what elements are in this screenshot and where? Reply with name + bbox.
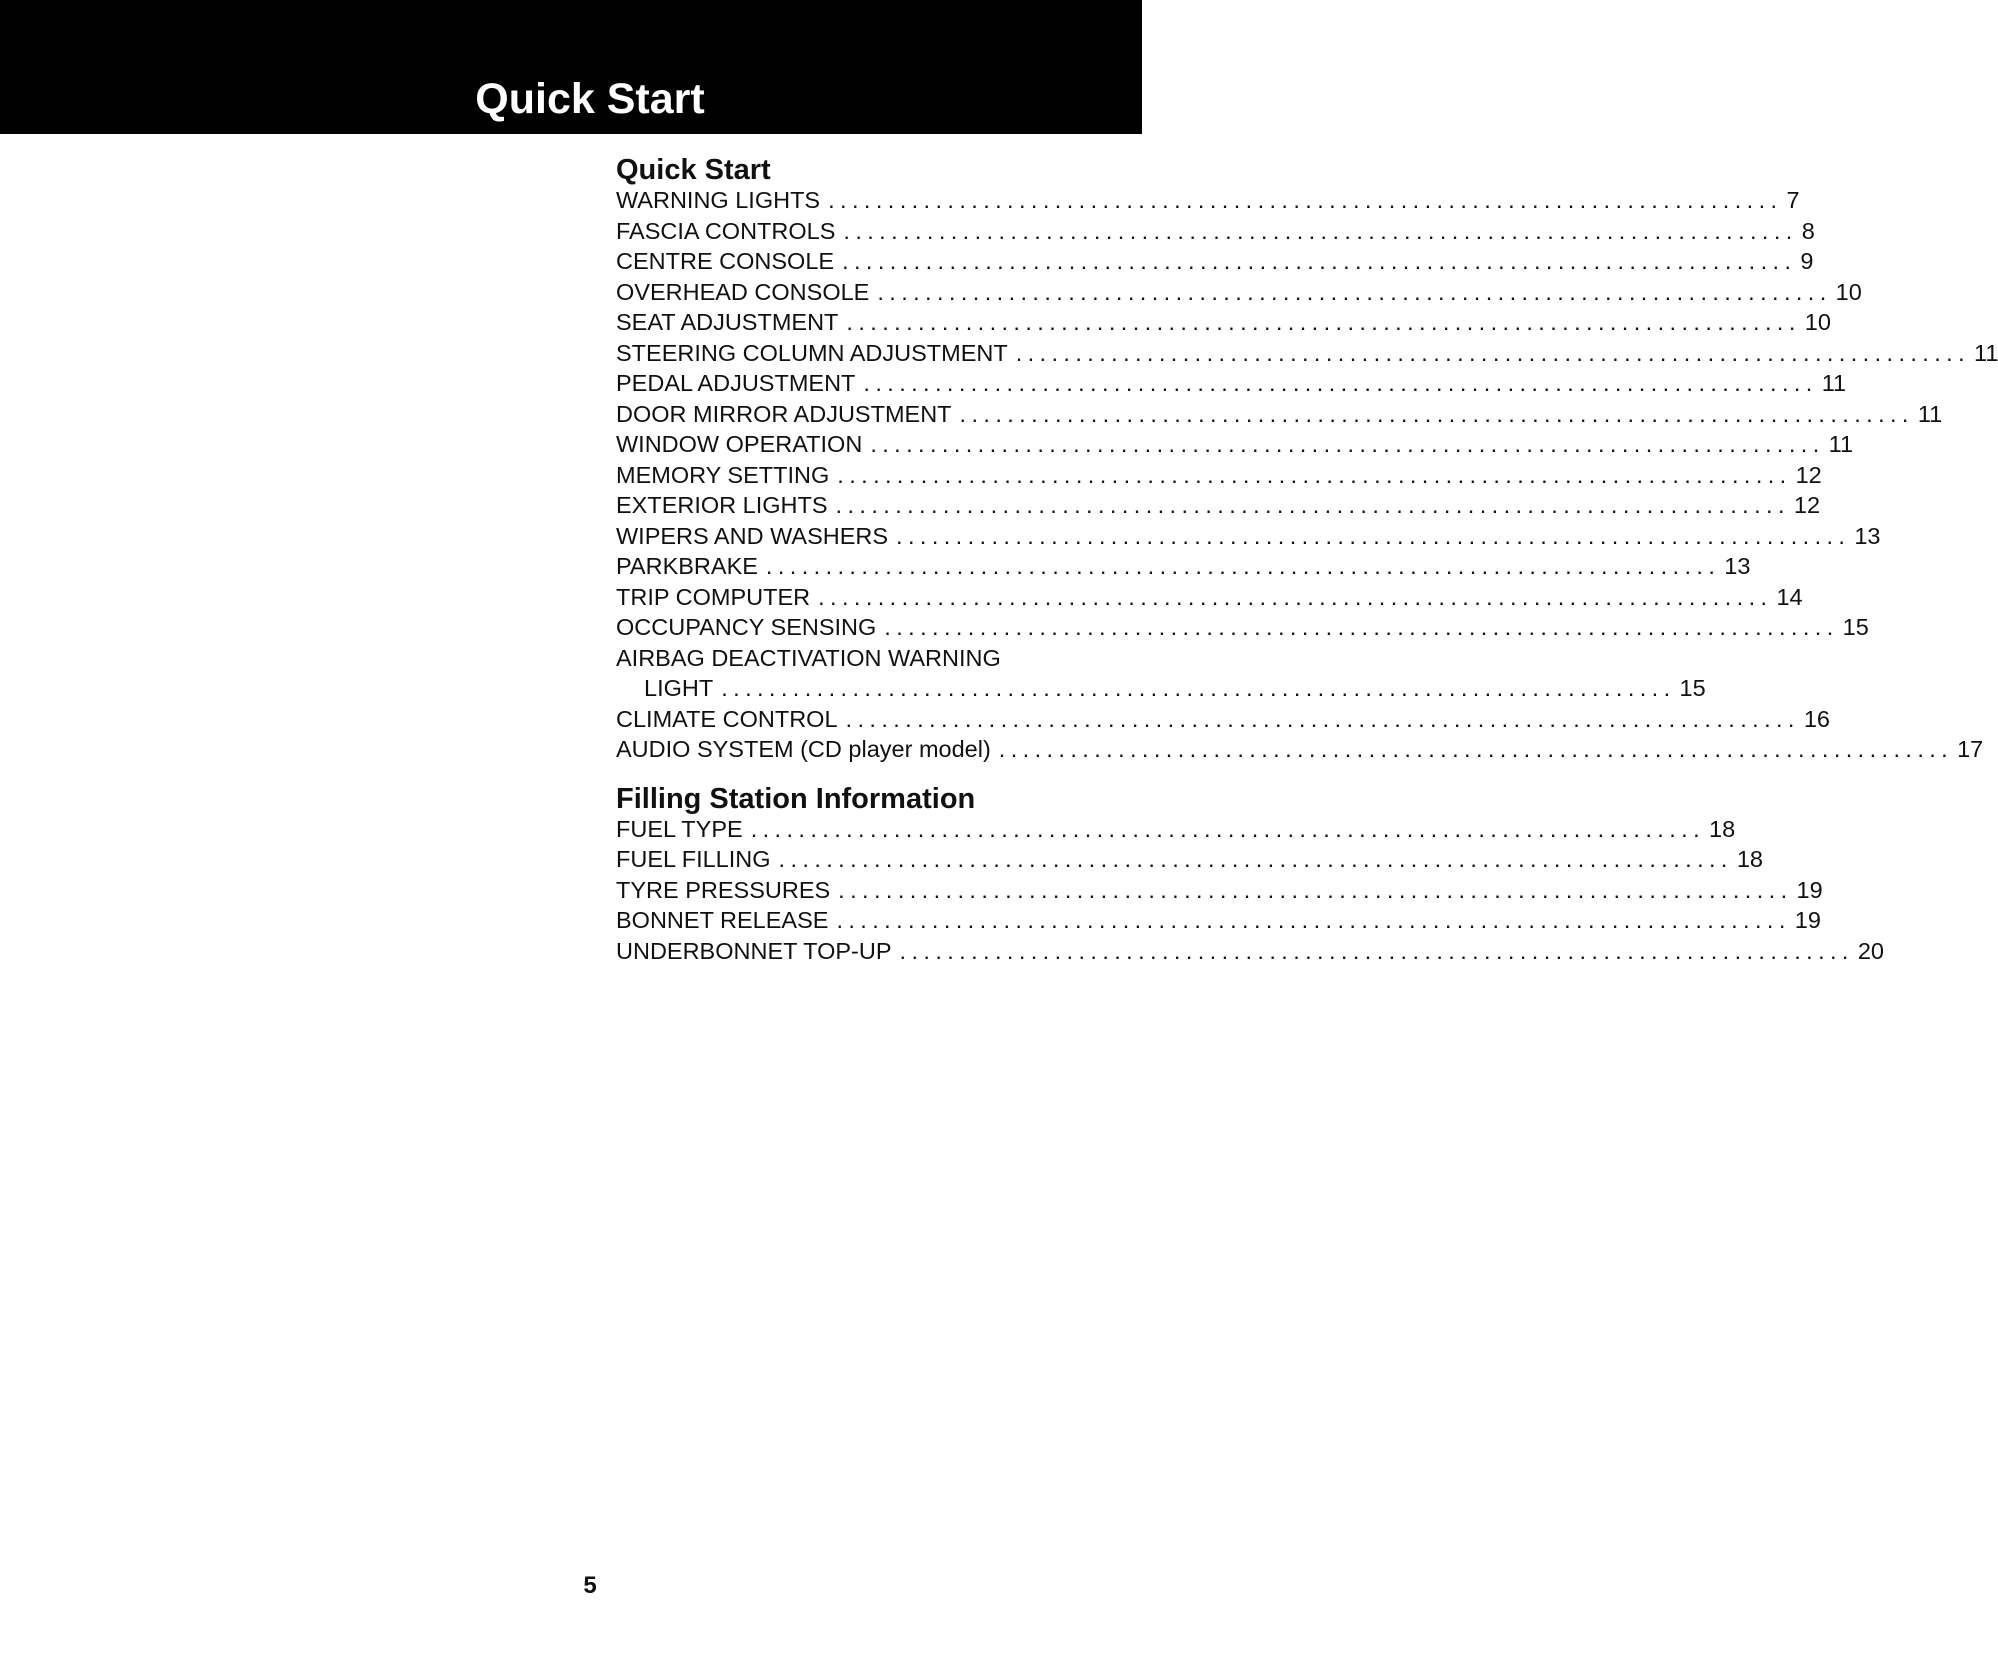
toc-entry[interactable]	[616, 875, 1823, 906]
toc-entry-dot-leader: ................................................................................	[896, 522, 1851, 549]
toc-entry[interactable]	[616, 490, 1821, 521]
toc-entry-page-number: 12	[1793, 492, 1821, 518]
toc-list-filling-station	[616, 814, 1884, 967]
toc-entry-page-number: 18	[1736, 846, 1763, 872]
toc-entry-dot-leader: ................................................................................	[818, 583, 1773, 610]
toc-entry[interactable]	[616, 460, 1822, 491]
toc-entry-page-number: 15	[1842, 614, 1869, 640]
toc-entry-dot-leader: ................................................................................	[863, 370, 1818, 396]
toc-entry[interactable]	[616, 277, 1862, 308]
toc-entry-label: TYRE PRESSURES	[616, 876, 831, 903]
toc-entry-page-number: 19	[1794, 907, 1821, 933]
toc-entry[interactable]	[616, 307, 1831, 338]
toc-entry-label: BONNET RELEASE	[616, 907, 829, 933]
toc-entry-label: STEERING COLUMN ADJUSTMENT	[616, 339, 1008, 366]
toc-entry[interactable]	[616, 429, 1854, 460]
toc-entry-dot-leader: ................................................................................	[843, 217, 1798, 244]
table-of-contents	[616, 152, 1998, 966]
toc-entry-page-number: 17	[1957, 736, 1984, 762]
toc-entry[interactable]	[616, 844, 1763, 875]
toc-entry[interactable]	[616, 905, 1821, 936]
toc-entry-label: TRIP COMPUTER	[616, 583, 811, 610]
toc-entry-dot-leader: ................................................................................	[750, 815, 1706, 842]
toc-entry-dot-leader: ................................................................................	[835, 492, 1790, 518]
toc-entry-label: EXTERIOR LIGHTS	[616, 492, 828, 518]
toc-entry-dot-leader: ................................................................................	[845, 705, 1800, 732]
toc-entry-page-number: 10	[1804, 309, 1831, 335]
toc-entry[interactable]	[616, 582, 1803, 613]
toc-entry-label: WINDOW OPERATION	[616, 431, 863, 457]
toc-list-quick-start	[616, 185, 1998, 765]
toc-entry-dot-leader: ................................................................................	[842, 248, 1797, 274]
toc-entry-label: CLIMATE CONTROL	[616, 705, 838, 732]
toc-entry-page-number: 11	[1828, 431, 1854, 457]
toc-entry-page-number: 20	[1857, 937, 1884, 964]
toc-entry-label: OVERHEAD CONSOLE	[616, 278, 870, 305]
toc-entry-dot-leader: ................................................................................	[877, 278, 1832, 305]
toc-entry-page-number: 15	[1679, 675, 1706, 701]
toc-entry[interactable]	[616, 246, 1814, 277]
toc-entry[interactable]	[616, 814, 1736, 845]
toc-entry-label: FUEL TYPE	[616, 815, 743, 842]
toc-entry-dot-leader: ................................................................................	[998, 736, 1954, 762]
toc-entry-dot-leader: ................................................................................	[959, 400, 1914, 427]
toc-entry-dot-leader: ................................................................................	[838, 876, 1793, 903]
toc-entry-dot-leader: ................................................................................	[836, 907, 1791, 933]
toc-entry-dot-leader: ................................................................................	[846, 309, 1801, 335]
toc-entry-label: FUEL FILLING	[616, 846, 771, 872]
toc-entry-dot-leader: ................................................................................	[837, 461, 1792, 488]
toc-entry-label: OCCUPANCY SENSING	[616, 614, 877, 640]
page-title: Quick Start	[475, 75, 705, 123]
toc-entry-page-number: 10	[1835, 278, 1862, 305]
toc-entry-page-number: 11	[1974, 339, 1998, 366]
toc-entry[interactable]	[616, 551, 1751, 582]
toc-entry-page-number: 12	[1795, 461, 1822, 488]
toc-entry-dot-leader: ................................................................................	[828, 187, 1783, 213]
toc-entry-dot-leader: ................................................................................	[765, 553, 1721, 579]
toc-entry-label: WARNING LIGHTS	[616, 187, 821, 213]
toc-entry[interactable]	[616, 368, 1847, 399]
toc-entry-label: AIRBAG DEACTIVATION WARNING	[616, 644, 1001, 671]
toc-entry[interactable]	[616, 673, 1706, 704]
toc-entry-label: WIPERS AND WASHERS	[616, 522, 889, 549]
toc-entry-label: LIGHT	[644, 675, 714, 701]
toc-entry-label: AUDIO SYSTEM (CD player model)	[616, 736, 991, 762]
toc-entry-label: PARKBRAKE	[616, 553, 758, 579]
page-number: 5	[583, 1572, 597, 1599]
toc-entry[interactable]	[616, 216, 1815, 247]
toc-entry-label: SEAT ADJUSTMENT	[616, 309, 839, 335]
toc-entry[interactable]	[616, 185, 1800, 216]
toc-entry[interactable]	[616, 612, 1869, 643]
toc-entry[interactable]	[616, 704, 1830, 735]
toc-entry[interactable]	[616, 338, 1998, 369]
toc-entry-label: DOOR MIRROR ADJUSTMENT	[616, 400, 952, 427]
toc-entry-page-number: 13	[1724, 553, 1751, 579]
toc-entry[interactable]	[616, 643, 1074, 674]
toc-entry[interactable]	[616, 521, 1881, 552]
toc-entry-page-number: 18	[1709, 815, 1736, 842]
toc-entry-page-number: 16	[1803, 705, 1830, 732]
toc-entry-dot-leader: ................................................................................	[721, 675, 1676, 701]
toc-entry-dot-leader: ................................................................................	[1015, 339, 1971, 366]
toc-entry-page-number: 13	[1854, 522, 1881, 549]
section-heading-filling-station: Filling Station Information	[616, 782, 976, 815]
toc-entry-label: PEDAL ADJUSTMENT	[616, 370, 856, 396]
toc-entry-page-number: 7	[1786, 187, 1800, 213]
toc-entry-label: FASCIA CONTROLS	[616, 217, 836, 244]
toc-entry[interactable]	[616, 936, 1884, 967]
toc-entry-label: MEMORY SETTING	[616, 461, 830, 488]
toc-entry-dot-leader: ................................................................................	[778, 846, 1733, 872]
toc-entry-page-number: 9	[1800, 248, 1814, 274]
toc-entry-dot-leader: ................................................................................	[884, 614, 1839, 640]
toc-entry-page-number: 11	[1821, 370, 1847, 396]
toc-entry-page-number: 11	[1917, 400, 1943, 427]
toc-entry[interactable]	[616, 734, 1984, 765]
toc-entry-dot-leader: ................................................................................	[870, 431, 1825, 457]
toc-entry-label: UNDERBONNET TOP-UP	[616, 937, 892, 964]
toc-entry-page-number: 19	[1796, 876, 1823, 903]
section-heading-quick-start: Quick Start	[616, 154, 771, 186]
toc-entry-label: CENTRE CONSOLE	[616, 248, 835, 274]
toc-entry[interactable]	[616, 399, 1943, 430]
toc-entry-dot-leader: ................................................................................	[899, 937, 1854, 964]
toc-entry-page-number: 14	[1776, 583, 1803, 610]
toc-entry-page-number: 8	[1801, 217, 1815, 244]
